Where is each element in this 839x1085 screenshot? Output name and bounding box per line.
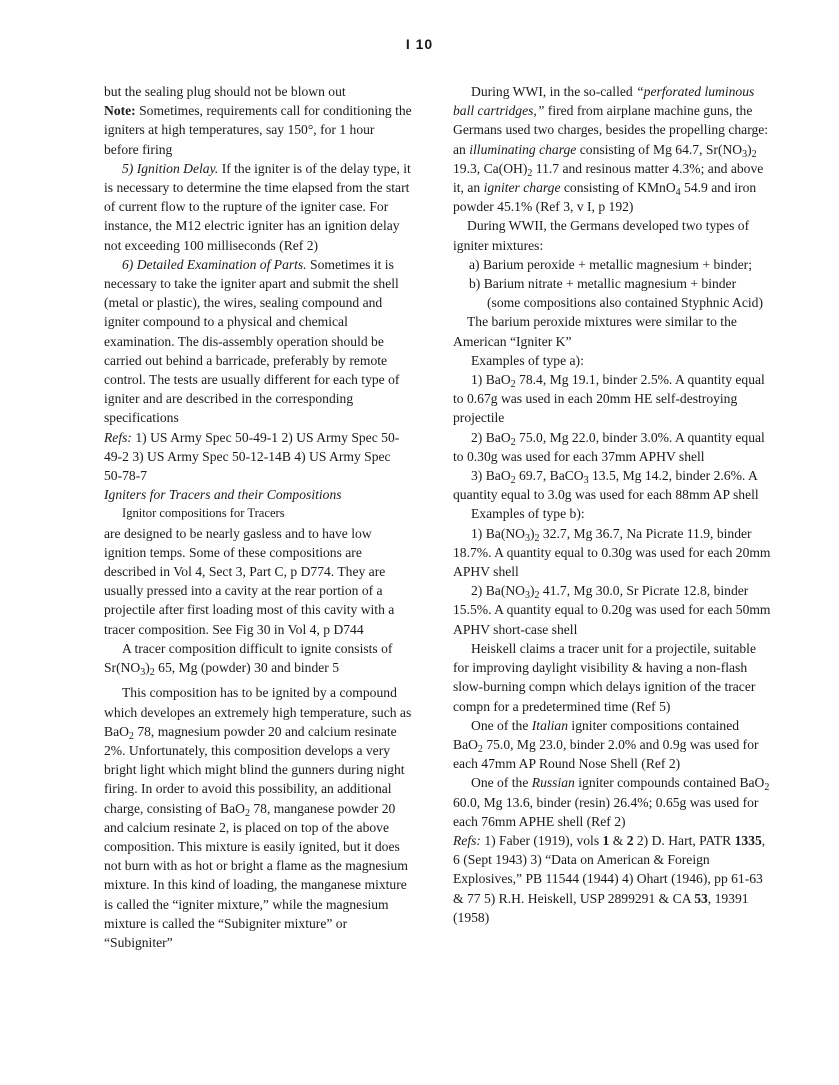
bold-text: 53 bbox=[694, 890, 708, 906]
bold-text: 1 bbox=[602, 832, 610, 848]
text: ) bbox=[529, 583, 535, 599]
text: 78, magnesium powder 20 and calcium resinate 2%. Unfortunately, this composition develops a very bright light which might blind the gunners during night firing. In order to avoid this possibility, an additional charge, consisting of BaO bbox=[104, 723, 405, 816]
text: 78, manganese powder 20 and calcium resinate 2, is placed on top of the above composition. This mixture is easily ignited, but it does not burn with as hot or bright a flame as the magnesium mixture. In this kind of loading, the manganese mixture is called the “igniter mixture,” while the magnesium mixture is called the “Subigniter mixture” or “Subigniter” bbox=[104, 800, 408, 950]
text: , 6 (Sept 1943) 3) “Data on American & Foreign Explosives,” PB 11544 (1944) 4) Ohart (1946), pp 61-63 & 77 5) R.H. Heiskell, USP 2899291 & CA bbox=[453, 832, 766, 906]
subscript: 3 bbox=[140, 667, 146, 679]
subscript: 2 bbox=[244, 807, 250, 819]
example-item bbox=[453, 466, 771, 504]
text: consisting of KMnO bbox=[560, 180, 676, 196]
subsection-title: Ignitor compositions for Tracers bbox=[122, 506, 285, 521]
paragraph bbox=[453, 716, 771, 774]
subscript: 2 bbox=[534, 590, 540, 602]
text: ) bbox=[145, 660, 150, 676]
paragraph-text: Sometimes, requirements call for conditioning the igniters at high temperatures, say 150°, for 1 hour before firing bbox=[104, 103, 412, 157]
refs-paragraph bbox=[104, 428, 412, 486]
text: 2) Ba(NO bbox=[471, 583, 525, 599]
text: , 19391 (1958) bbox=[453, 890, 749, 925]
italic-text: Russian bbox=[531, 775, 575, 791]
bold-text: 1335 bbox=[734, 832, 762, 848]
text: 32.7, Mg 36.7, Na Picrate 11.9, binder 18.7%. A quantity equal to 0.30g was used for each 20mm APHV shell bbox=[453, 525, 771, 580]
list-item: b) Barium nitrate + metallic magnesium + binder (some compositions also contained Styphnic Acid) bbox=[469, 276, 763, 311]
text: 69.7, BaCO bbox=[515, 468, 584, 484]
italic-text: “perforated luminous ball cartridges,” bbox=[453, 84, 755, 119]
subscript: 2 bbox=[510, 379, 516, 391]
right-column bbox=[453, 82, 771, 927]
refs-paragraph bbox=[453, 831, 771, 927]
text: 1) Faber (1919), vols bbox=[480, 832, 603, 848]
italic-text: Italian bbox=[531, 717, 569, 733]
paragraph: Heiskell claims a tracer unit for a projectile, suitable for improving daylight visibility & having a non-flash slow-burning compn which delays ignition of the tracer compn for a predetermined time (Ref 5) bbox=[453, 640, 756, 714]
text: 54.9 and iron powder 45.1% (Ref 3, v I, p 192) bbox=[453, 180, 757, 215]
text: 78.4, Mg 19.1, binder 2.5%. A quantity equal to 0.67g was used in each 20mm HE self-destroying projectile bbox=[453, 372, 765, 426]
text: A tracer composition difficult to ignite consists of Sr(NO bbox=[104, 640, 393, 676]
refs-label: Refs: bbox=[453, 832, 481, 848]
text: ) bbox=[529, 525, 535, 541]
text: 60.0, Mg 13.6, binder (resin) 26.4%; 0.65g was used for each 76mm APHE shell (Ref 2) bbox=[453, 794, 759, 829]
italic-text: igniter charge bbox=[483, 180, 561, 196]
subscript: 3 bbox=[742, 148, 748, 160]
detailed-examination-paragraph bbox=[104, 255, 412, 428]
section-title-text: Igniters for Tracers and their Compositions bbox=[104, 487, 342, 503]
example-item bbox=[453, 428, 771, 466]
paragraph bbox=[453, 82, 771, 216]
text: 13.5, Mg 14.2, binder 2.6%. A quantity equal to 3.0g was used for each 88mm AP shell bbox=[453, 468, 759, 503]
paragraph bbox=[104, 639, 412, 677]
italic-text: illuminating charge bbox=[469, 141, 577, 157]
page-number: I 10 bbox=[405, 36, 434, 52]
text: 2) BaO bbox=[471, 429, 511, 445]
text: 75.0, Mg 23.0, binder 2.0% and 0.9g was used for each 47mm AP Round Nose Shell (Ref 2) bbox=[453, 736, 759, 772]
section-heading: 6) Detailed Examination of Parts. bbox=[122, 256, 307, 272]
text: 2) D. Hart, PATR bbox=[633, 832, 735, 848]
text: igniter compositions contained BaO bbox=[453, 717, 740, 752]
text: This composition has to be ignited by a compound which developes an extremely high temperature, such as BaO bbox=[104, 685, 412, 739]
text: 19.3, Ca(OH) bbox=[453, 160, 528, 176]
example-item bbox=[453, 581, 771, 639]
paragraph: Examples of type a): bbox=[471, 352, 584, 368]
paragraph: are designed to be nearly gasless and to have low ignition temps. Some of these compositions are described in Vol 4, Sect 3, Part C, p D774. They are usually pressed into a cavity at the rear portion of a projectile after first loading most of this cavity with a tracer composition. See Fig 30 in Vol 4, p D744 bbox=[104, 525, 395, 637]
bold-text: 2 bbox=[626, 832, 634, 848]
section-heading: 5) Ignition Delay. bbox=[122, 160, 219, 176]
text: 3) BaO bbox=[471, 468, 511, 484]
paragraph-text: Sometimes it is necessary to take the igniter apart and submit the shell (metal or plastic), the wires, sealing compound and igniter compound to a physical and chemical examination. The dis-assembly operation should be carried out behind a barricade, preferably by remote control. The tests are usually different for each type of igniter and are described in the corresponding specifications bbox=[104, 256, 400, 426]
section-title bbox=[104, 485, 412, 504]
subscript: 2 bbox=[510, 475, 516, 487]
text: 1) Ba(NO bbox=[471, 525, 525, 541]
refs-label: Refs: bbox=[104, 429, 132, 445]
text: One of the bbox=[471, 717, 532, 733]
subscript: 2 bbox=[128, 730, 134, 742]
paragraph bbox=[453, 773, 771, 831]
subscript: 2 bbox=[534, 532, 540, 544]
paragraph bbox=[104, 683, 412, 952]
subscript: 3 bbox=[583, 475, 589, 487]
text: consisting of Mg 64.7, Sr(NO bbox=[576, 141, 743, 157]
list-item: a) Barium peroxide + metallic magnesium + binder; bbox=[469, 256, 752, 272]
note-label: Note: bbox=[104, 103, 136, 119]
left-column bbox=[104, 82, 412, 952]
text: & bbox=[609, 832, 627, 848]
text: fired from airplane machine guns, the Germans used two charges, besides the propelling charge: an bbox=[453, 103, 769, 157]
text: During WWI, in the so-called bbox=[471, 84, 637, 99]
text: One of the bbox=[471, 775, 532, 791]
text: 65, Mg (powder) 30 and binder 5 bbox=[154, 660, 340, 676]
subscript: 3 bbox=[524, 590, 530, 602]
subscript: 3 bbox=[524, 532, 530, 544]
subscript: 2 bbox=[477, 743, 483, 755]
paragraph-text: If the igniter is of the delay type, it is necessary to determine the time elapsed from the start of current flow to the rupture of the igniter case. For instance, the M12 electric igniter has an ignition delay not exceeding 100 milliseconds (Ref 2) bbox=[104, 160, 411, 253]
paragraph: but the sealing plug should not be blown out bbox=[104, 84, 346, 99]
example-item bbox=[453, 370, 771, 428]
paragraph: The barium peroxide mixtures were similar to the American “Igniter K” bbox=[453, 314, 737, 349]
ignition-delay-paragraph bbox=[104, 159, 412, 255]
text: ) bbox=[747, 141, 752, 157]
text: igniter compounds contained BaO bbox=[574, 775, 765, 791]
text: 41.7, Mg 30.0, Sr Picrate 12.8, binder 15.5%. A quantity equal to 0.20g was used for each 50mm APHV short-case shell bbox=[453, 583, 771, 637]
subscript: 2 bbox=[149, 667, 155, 679]
paragraph-text: 1) US Army Spec 50-49-1 2) US Army Spec 50-49-2 3) US Army Spec 50-12-14B 4) US Army Spec 50-78-7 bbox=[104, 429, 400, 484]
text: 75.0, Mg 22.0, binder 3.0%. A quantity equal to 0.30g was used for each 37mm APHV shell bbox=[453, 429, 765, 464]
example-item bbox=[453, 524, 771, 582]
subscript: 4 bbox=[675, 187, 681, 199]
paragraph: During WWII, the Germans developed two types of igniter mixtures: bbox=[453, 218, 750, 253]
subscript: 2 bbox=[510, 436, 516, 448]
subscript: 2 bbox=[751, 148, 757, 160]
subscript: 2 bbox=[764, 782, 770, 794]
text: 1) BaO bbox=[471, 372, 511, 388]
text: 11.7 and resinous matter 4.3%; and above it, an bbox=[453, 160, 764, 196]
paragraph: Examples of type b): bbox=[471, 506, 585, 522]
note-paragraph bbox=[104, 101, 412, 159]
subscript: 2 bbox=[527, 167, 533, 179]
